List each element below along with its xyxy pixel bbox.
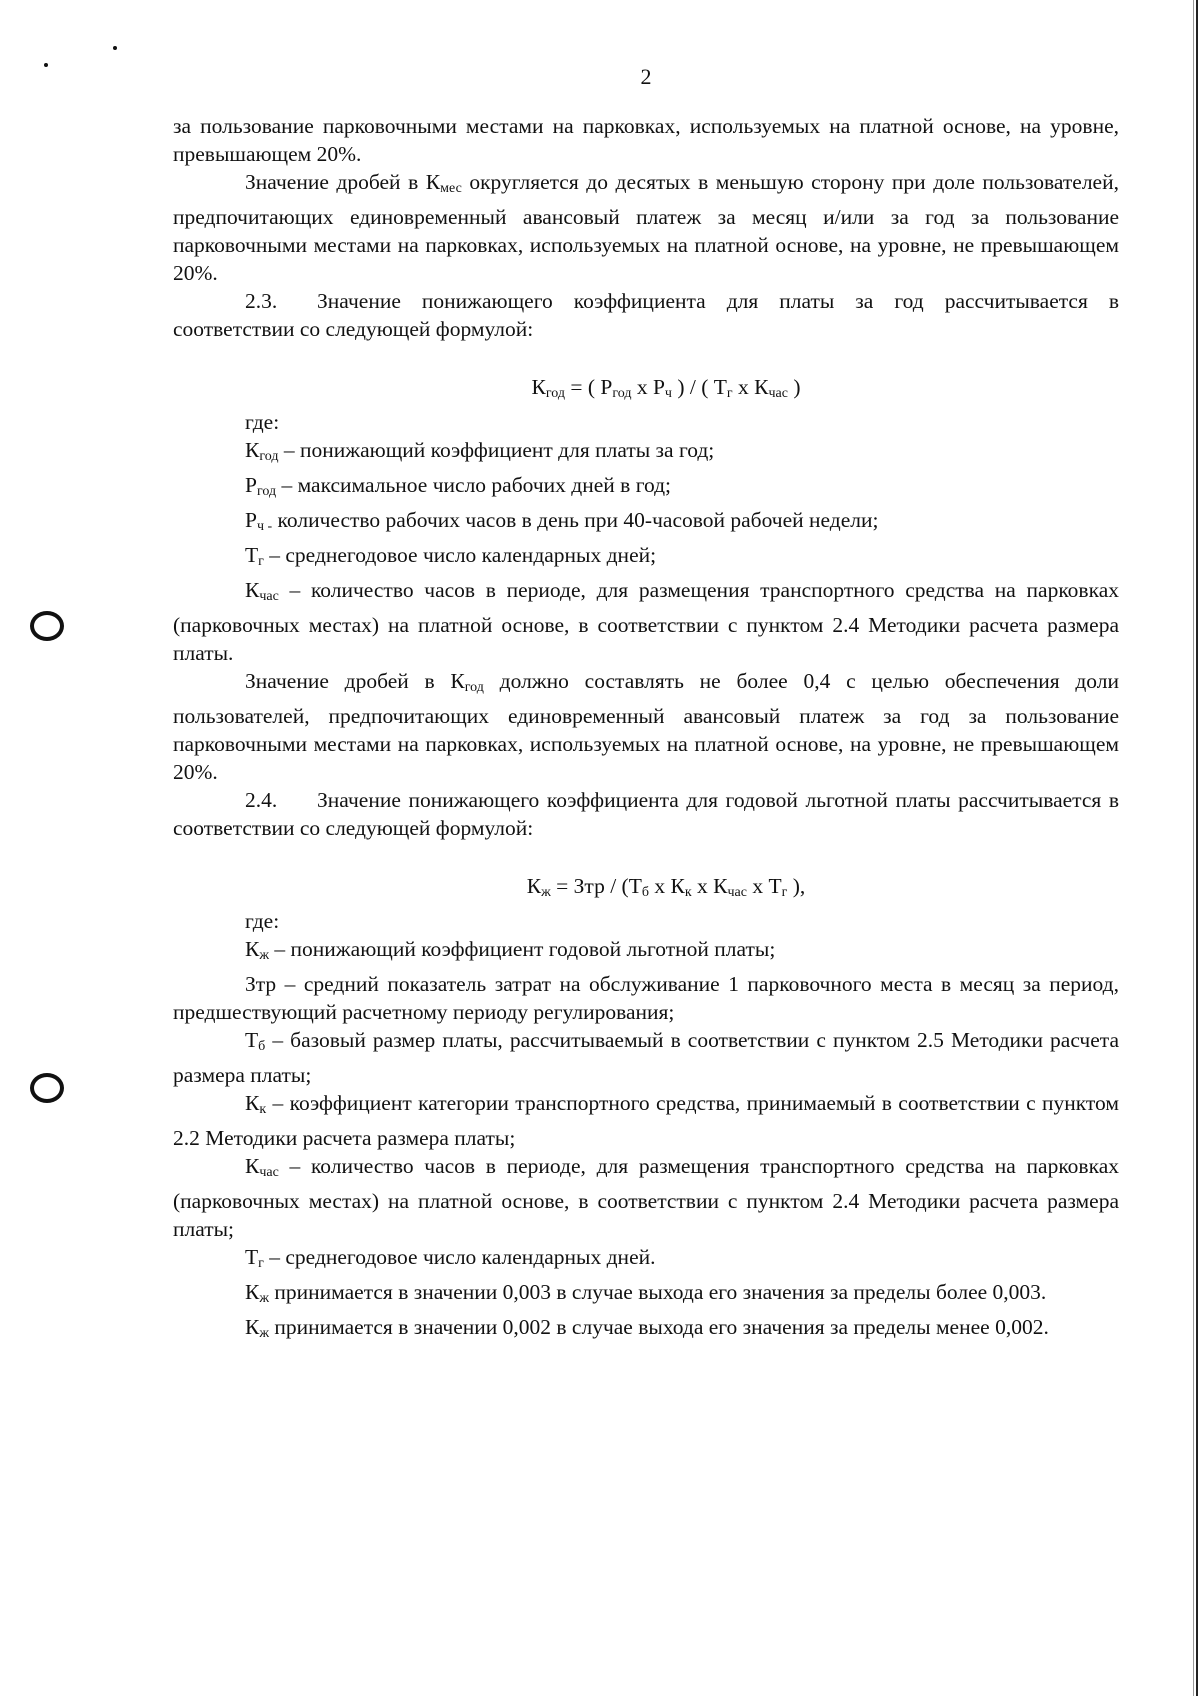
definition: $К_{час}$ – количество часов в периоде, для размещения транспортного средства на парковках (парковочных местах) на платной основе, в соответствии с пунктом 2.4 Методики расчета размера платы;	[173, 1154, 1119, 1241]
scan-speck	[113, 46, 117, 50]
page-number: 2	[640, 64, 652, 89]
formula-k-zh: $К_ж$ = Зтр / ($Т_б$ x $К_к$ x $К_{час}$ x $Т_г$ ),	[526, 874, 806, 900]
section-2-4: 2.4. Значение понижающего коэффициента для годовой льготной платы рассчитывается в соответствии со следующей формулой:	[173, 788, 1119, 840]
formula-k-god: $К_{год}$ = ( $Р_{год}$ x $Р_ч$ ) / ( $Т_г$ x $К_{час}$ )	[531, 375, 801, 401]
paragraph: $К_ж$ принимается в значении 0,003 в случае выхода его значения за пределы более 0,003.	[245, 1280, 1047, 1306]
section-number: 2.4.	[245, 788, 278, 812]
paragraph: Значение дробей в $К_{мес}$ округляется до десятых в меньшую сторону при доле пользователей, предпочитающих единовременный авансовый платеж за месяц и/или за год за пользование парковочными местами на парковках, используемых на платной основе, на уровне, не превышающем 20%.	[173, 170, 1119, 285]
section-2-3: 2.3. Значение понижающего коэффициента для платы за год рассчитывается в соответствии со следующей формулой:	[173, 289, 1119, 341]
scan-edge-line	[1196, 0, 1198, 1696]
definition: Зтр – средний показатель затрат на обслуживание 1 парковочного места в месяц за период, предшествующий расчетному периоду регулирования;	[173, 972, 1119, 1024]
paragraph: $К_ж$ принимается в значении 0,002 в случае выхода его значения за пределы менее 0,002.	[245, 1315, 1049, 1341]
punch-hole-mark	[30, 1073, 64, 1103]
definition: $Т_г$ – среднегодовое число календарных дней.	[245, 1245, 656, 1271]
section-number: 2.3.	[245, 289, 278, 313]
definition: $К_ж$ – понижающий коэффициент годовой льготной платы;	[245, 937, 776, 963]
definition: $Т_б$ – базовый размер платы, рассчитываемый в соответствии с пунктом 2.5 Методики расчета размера платы;	[173, 1028, 1119, 1087]
punch-hole-mark	[30, 611, 64, 641]
definition: $К_{год}$ – понижающий коэффициент для платы за год;	[245, 438, 715, 464]
paragraph: за пользование парковочными местами на парковках, используемых на платной основе, на уровне, превышающем 20%.	[173, 114, 1119, 166]
definition: $К_к$ – коэффициент категории транспортного средства, принимаемый в соответствии с пунктом 2.2 Методики расчета размера платы;	[173, 1091, 1119, 1150]
definition: $Р_{год}$ – максимальное число рабочих дней в год;	[245, 473, 672, 499]
definition: $Т_г$ – среднегодовое число календарных дней;	[245, 543, 657, 569]
paragraph: Значение дробей в $К_{год}$ должно составлять не более 0,4 с целью обеспечения доли пользователей, предпочитающих единовременный авансовый платеж за год за пользование парковочными местами на парковках, используемых на платной основе, на уровне, не превышающем 20%.	[173, 669, 1119, 784]
where-label: где:	[245, 909, 280, 933]
document-body	[173, 112, 1119, 1348]
scan-edge-line	[1193, 0, 1194, 1696]
definition: $К_{час}$ – количество часов в периоде, для размещения транспортного средства на парковках (парковочных местах) на платной основе, в соответствии с пунктом 2.4 Методики расчета размера платы.	[173, 578, 1119, 665]
where-label: где:	[245, 410, 280, 434]
definition: $Р_{ч -}$ количество рабочих часов в день при 40-часовой рабочей недели;	[245, 508, 879, 534]
